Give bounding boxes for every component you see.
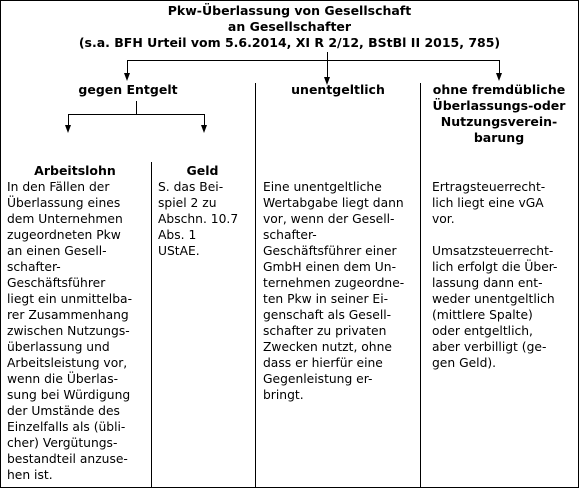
title-line-3: (s.a. BFH Urteil vom 5.6.2014, XI R 2/12, BStBl II 2015, 785) [78, 35, 501, 50]
arrow-entgelt [124, 73, 130, 81]
heading-geld: Geld [186, 163, 219, 178]
connector-bar-entgelt [68, 114, 205, 115]
column-separator-1 [255, 83, 256, 488]
diagram-title [0, 3, 579, 51]
text-arbeitslohn: In den Fällen der Überlassung eines dem Unternehmen zugeordneten Pkw an einen Gesell- schafter- Geschäftsführer liegt ein unmittelba- rer Zusammenhang zwischen Nutzungs- überlassung und Arbeitsleistung vor, wenn die Überlas- sung bei Würdigung der Umstände des Einzelfalls als (übli- cher) Vergütungs- bestandteil anzuse- hen ist. [7, 180, 133, 482]
column-separator-sub [151, 162, 152, 488]
text-unentgeltlich: Eine unentgeltliche Wertabgabe liegt dann vor, wenn der Gesell- schafter- Geschäftsführer einer GmbH einen dem Un- ternehmen zugeordne- ten Pkw in seiner Ei- genschaft als Gesell- schafter zu privaten Zwecken nutzt, ohne dass er hierfür eine Gegenleistung er- bringt. [263, 180, 405, 402]
title-line-2: an Gesellschafter [227, 19, 352, 34]
text-geld: S. das Bei- spiel 2 zu Abschn. 10.7 Abs. 1 UStAE. [158, 180, 239, 258]
arrow-arbeitslohn [65, 125, 71, 133]
connector-drop-entgelt [127, 60, 128, 74]
title-line-1: Pkw-Überlassung von Gesellschaft [167, 3, 412, 18]
heading-arbeitslohn: Arbeitslohn [34, 163, 116, 178]
heading-unentgeltlich: unentgeltlich [291, 82, 385, 97]
connector-stem-entgelt [136, 101, 137, 115]
connector-bar-top [127, 60, 500, 61]
connector-stem-top [327, 52, 328, 78]
arrow-fremd [496, 73, 502, 81]
heading-fremduebliche: ohne fremdübliche Überlassungs-oder Nutzungsverein- barung [432, 82, 566, 145]
text-fremduebliche: Ertragsteuerrecht- lich liegt eine vGA vor. Umsatzsteuerrecht- lich erfolgt die Über- lassung dann ent- weder unentgeltlich (mittlere Spalte) oder entgeltlich, aber verbilligt (ge- gen Geld). [432, 180, 558, 370]
heading-gegen-entgelt: gegen Entgelt [78, 82, 178, 97]
arrow-geld [201, 125, 207, 133]
connector-drop-fremd [499, 60, 500, 74]
